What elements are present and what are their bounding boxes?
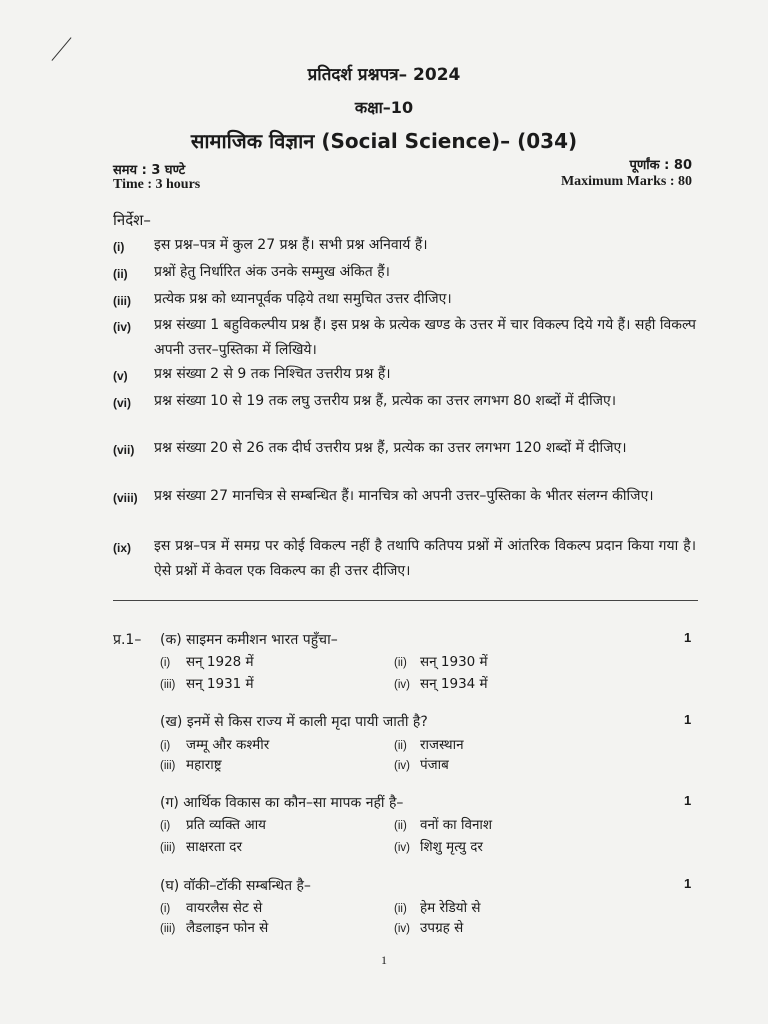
option-text: प्रति व्यक्ति आय xyxy=(186,817,266,833)
instruction-text: प्रश्न संख्या 27 मानचित्र से सम्बन्धित हैं। मानचित्र को अपनी उत्तर–पुस्तिका के भीतर संलग्न कीजिए। xyxy=(154,488,654,504)
option-text: वायरलैस सेट से xyxy=(186,900,263,916)
option xyxy=(160,918,268,936)
option-text: शिशु मृत्यु दर xyxy=(420,839,483,855)
option xyxy=(394,837,483,855)
option xyxy=(160,815,266,833)
option-number: (i) xyxy=(160,740,171,752)
option-number: (iii) xyxy=(160,923,176,935)
instruction-text: इस प्रश्न–पत्र में कुल 27 प्रश्न हैं। सभी प्रश्न अनिवार्य हैं। xyxy=(154,237,428,253)
instruction-text: प्रश्नों हेतु निर्धारित अंक उनके सम्मुख अंकित हैं। xyxy=(154,264,390,280)
class-title: कक्षा–10 xyxy=(354,98,414,117)
marks-value: 1 xyxy=(684,876,692,891)
option-text: राजस्थान xyxy=(420,737,464,753)
instruction-text: इस प्रश्न–पत्र में समग्र पर कोई विकल्प नहीं है तथापि कतिपय प्रश्नों में आंतरिक विकल्प प्रदान किया गया है। ऐसे प्रश्नों में केवल एक विकल्प का ही उत्तर दीजिए। xyxy=(154,538,696,579)
instruction-text: प्रत्येक प्रश्न को ध्यानपूर्वक पढ़िये तथा समुचित उत्तर दीजिए। xyxy=(154,291,452,307)
option-text: महाराष्ट्र xyxy=(186,757,222,773)
option-number: (iv) xyxy=(394,679,410,691)
option-text: सन् 1928 में xyxy=(186,654,254,670)
scan-mark xyxy=(51,37,71,61)
instruction-number: (i) xyxy=(113,240,125,254)
instruction-number: (vi) xyxy=(113,396,131,410)
instruction-number: (iii) xyxy=(113,294,131,308)
marks-hindi: पूर्णांक : 80 xyxy=(629,158,692,173)
option-text: वनों का विनाश xyxy=(420,817,493,833)
instructions-heading: निर्देश– xyxy=(113,211,151,229)
paper-title: प्रतिदर्श प्रश्नपत्र– 2024 xyxy=(307,65,461,85)
marks-english: Maximum Marks : 80 xyxy=(560,174,692,189)
section-divider xyxy=(113,600,698,601)
option-text: सन् 1930 में xyxy=(420,654,488,670)
option-number: (i) xyxy=(160,820,171,832)
option-text: हेम रेडियो से xyxy=(420,900,481,916)
option-number: (i) xyxy=(160,903,171,915)
instruction-text: प्रश्न संख्या 20 से 26 तक दीर्घ उत्तरीय प्रश्न हैं, प्रत्येक का उत्तर लगभग 120 शब्दों में दीजिए। xyxy=(154,440,627,456)
subject-title: सामाजिक विज्ञान (Social Science)– (034) xyxy=(190,129,578,153)
option-number: (ii) xyxy=(394,657,407,669)
page-number: 1 xyxy=(381,953,387,967)
option xyxy=(160,735,269,753)
option-number: (ii) xyxy=(394,820,407,832)
instruction-number: (vii) xyxy=(113,443,135,457)
instruction-text: प्रश्न संख्या 10 से 19 तक लघु उत्तरीय प्रश्न हैं, प्रत्येक का उत्तर लगभग 80 शब्दों में दीजिए। xyxy=(154,393,617,409)
option xyxy=(160,837,242,855)
option xyxy=(394,898,481,916)
time-hindi: समय : 3 घण्टे xyxy=(113,163,186,178)
option-text: लैडलाइन फोन से xyxy=(186,920,269,936)
option xyxy=(394,674,488,692)
time-english: Time : 3 hours xyxy=(113,177,201,192)
option-number: (iii) xyxy=(160,760,176,772)
option-number: (iv) xyxy=(394,760,410,772)
option xyxy=(394,918,463,936)
instruction-text: प्रश्न संख्या 1 बहुविकल्पीय प्रश्न हैं। इस प्रश्न के प्रत्येक खण्ड के उत्तर में चार विकल्प दिये गये हैं। सही विकल्प अपनी उत्तर–पुस्तिका में लिखिये। xyxy=(154,317,696,358)
option-text: साक्षरता दर xyxy=(186,839,242,855)
option-number: (iv) xyxy=(394,842,410,854)
option-number: (iv) xyxy=(394,923,410,935)
option-text: पंजाब xyxy=(420,757,449,773)
marks-value: 1 xyxy=(684,630,692,645)
option xyxy=(160,674,254,692)
option xyxy=(394,815,492,833)
instruction-text: प्रश्न संख्या 2 से 9 तक निश्चित उत्तरीय प्रश्न हैं। xyxy=(154,366,391,382)
marks-value: 1 xyxy=(684,793,692,808)
question-part-text: (क) साइमन कमीशन भारत पहुँचा– xyxy=(160,632,338,648)
instruction-number: (viii) xyxy=(113,491,138,505)
instruction-number: (ii) xyxy=(113,267,128,281)
option-text: उपग्रह से xyxy=(420,920,464,936)
option xyxy=(160,755,222,773)
option xyxy=(394,755,449,773)
instruction-number: (ix) xyxy=(113,541,131,555)
question-part-text: (घ) वॉकी–टॉकी सम्बन्धित है– xyxy=(160,878,311,894)
instruction-number: (v) xyxy=(113,369,128,383)
option xyxy=(394,652,488,670)
option-number: (iii) xyxy=(160,679,176,691)
option xyxy=(160,898,262,916)
option xyxy=(160,652,254,670)
option-number: (ii) xyxy=(394,903,407,915)
question-part-text: (ख) इनमें से किस राज्य में काली मृदा पायी जाती है? xyxy=(160,714,428,730)
option xyxy=(394,735,464,753)
option-number: (ii) xyxy=(394,740,407,752)
option-text: सन् 1931 में xyxy=(186,676,254,692)
marks-value: 1 xyxy=(684,712,692,727)
option-number: (i) xyxy=(160,657,171,669)
option-text: सन् 1934 में xyxy=(420,676,488,692)
option-text: जम्मू और कश्मीर xyxy=(186,737,270,753)
question-label: प्र.1– xyxy=(113,632,142,648)
option-number: (iii) xyxy=(160,842,176,854)
question-part-text: (ग) आर्थिक विकास का कौन–सा मापक नहीं है– xyxy=(160,795,404,811)
instruction-number: (iv) xyxy=(113,320,131,334)
